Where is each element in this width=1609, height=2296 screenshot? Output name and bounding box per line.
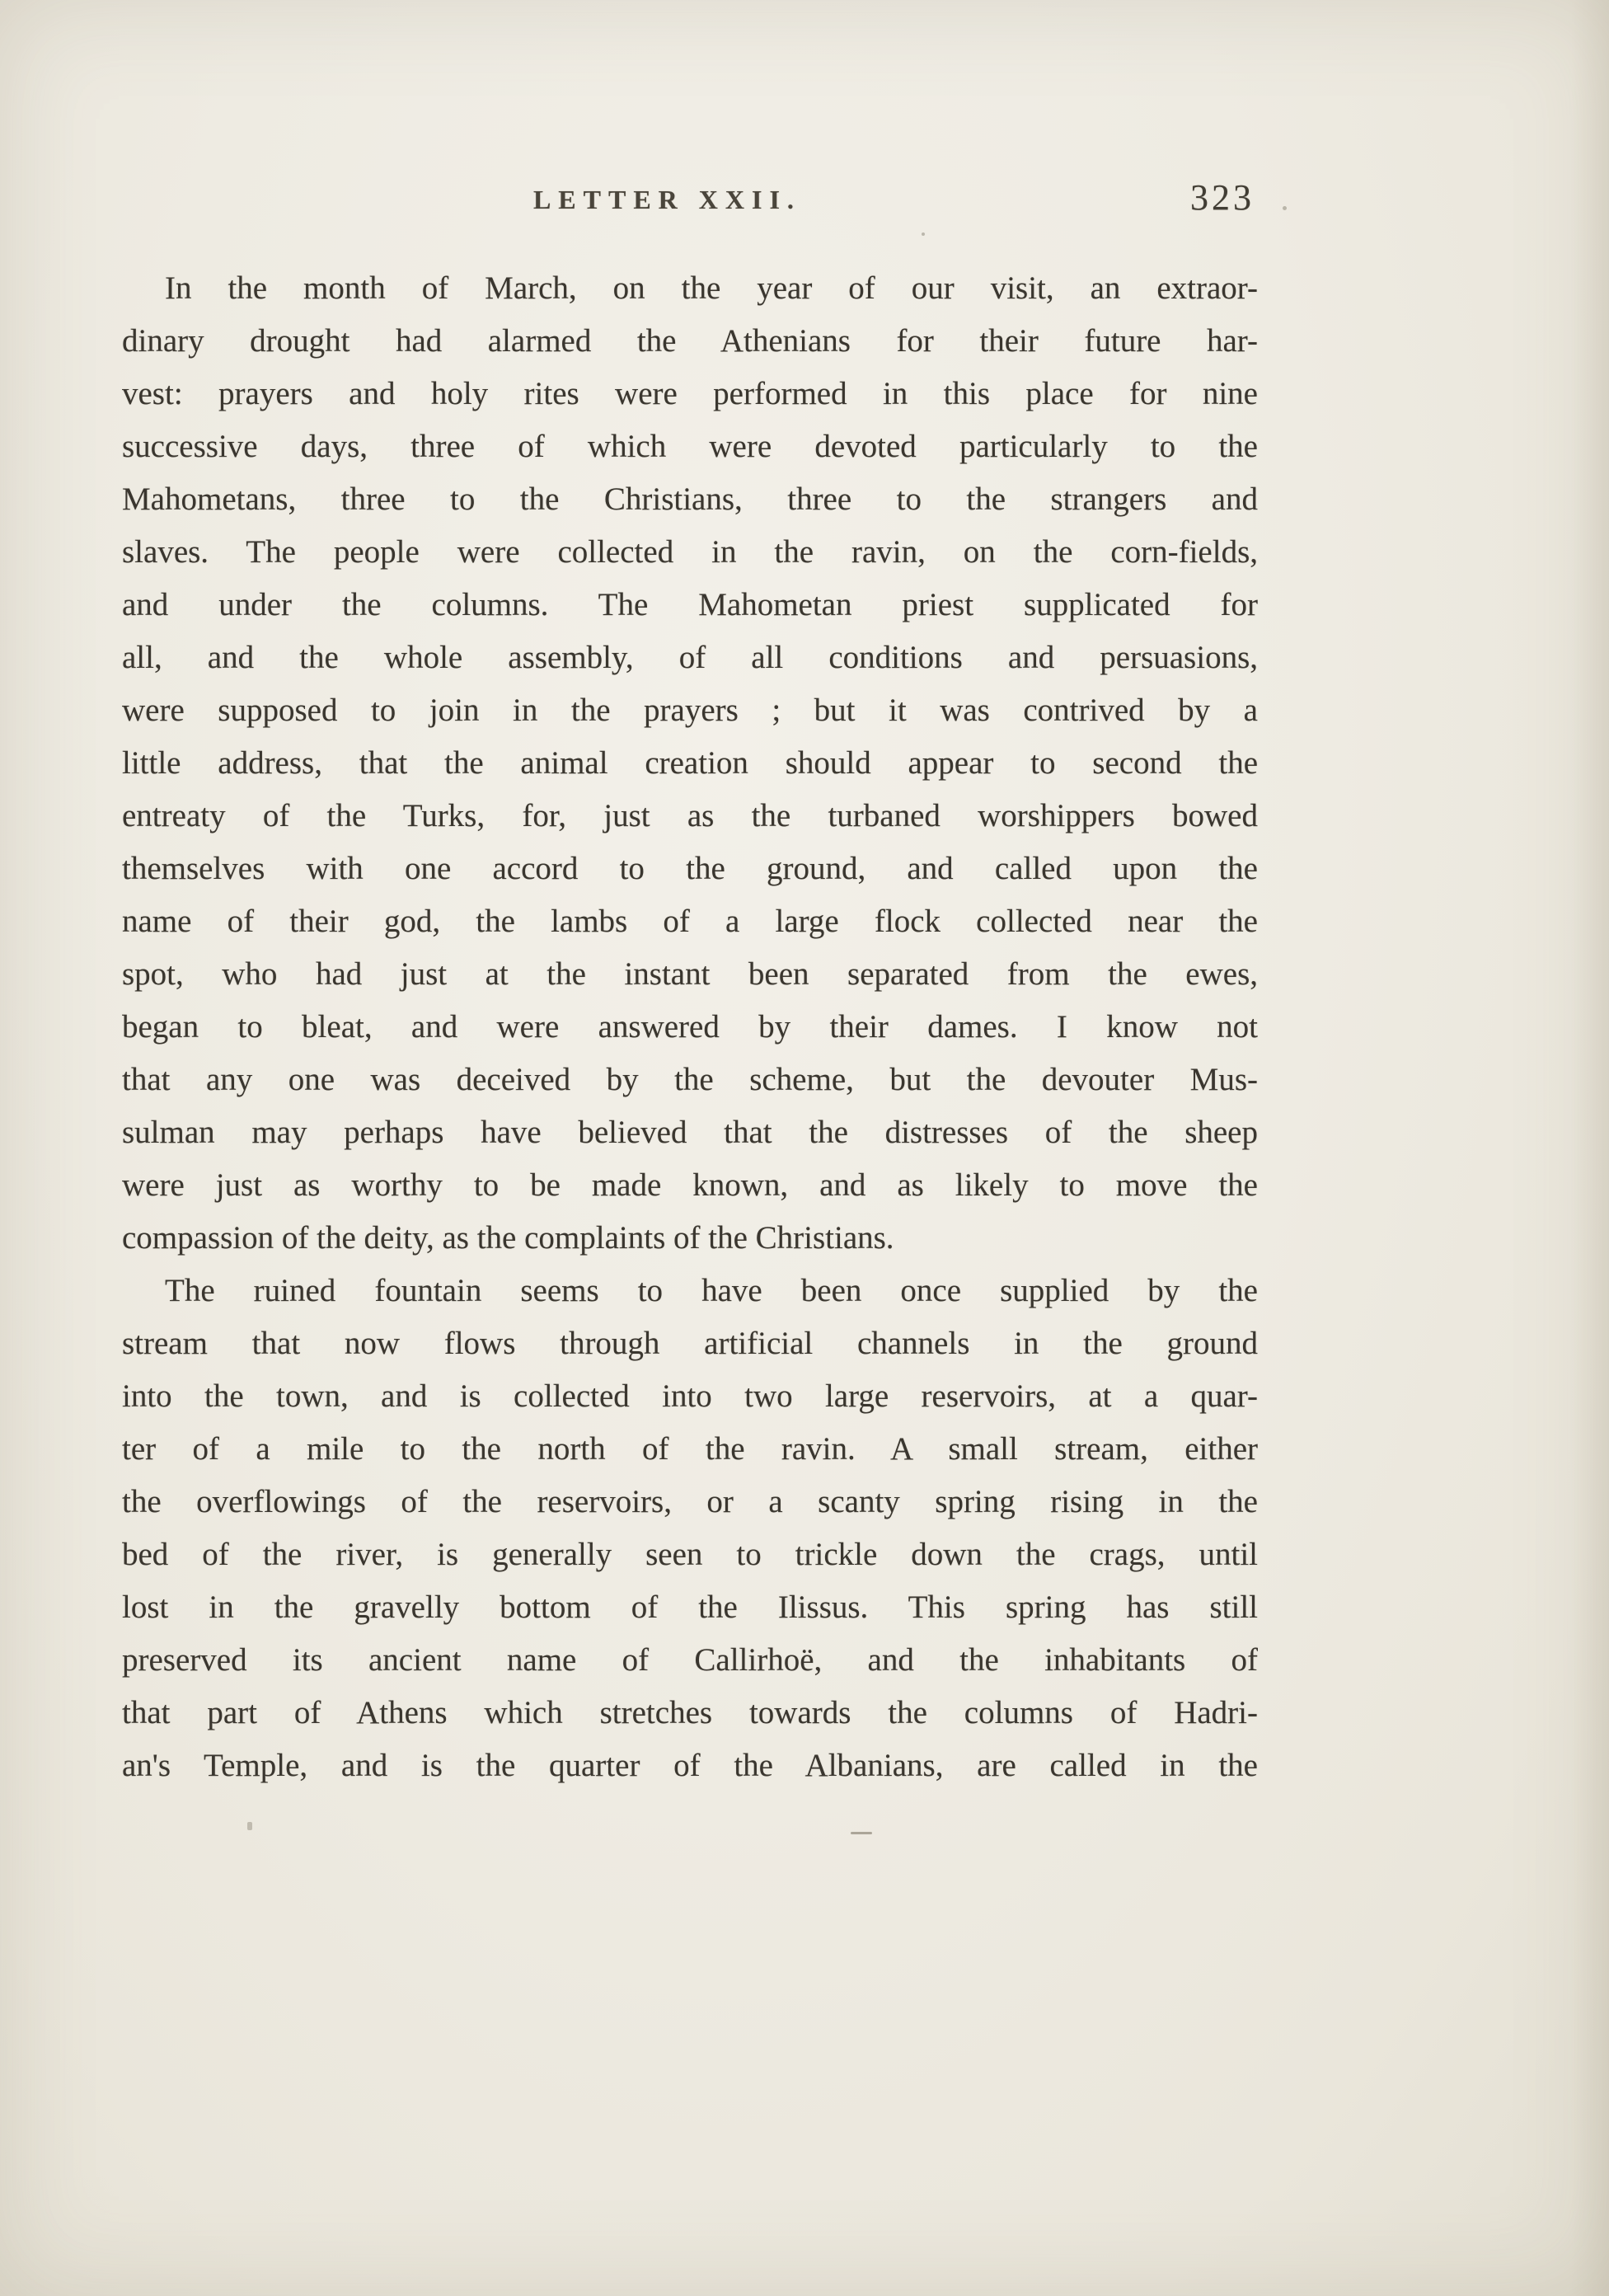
text-line: stream that now flows through artificial channels in the ground — [122, 1326, 1258, 1361]
text-line: dinary drought had alarmed the Athenians for their future har- — [122, 323, 1258, 359]
page-edge-shadow — [1571, 0, 1609, 2296]
text-line: compassion of the deity, as the complaints of the Christians. — [122, 1220, 894, 1256]
text-line: spot, who had just at the instant been separated from the ewes, — [122, 956, 1258, 992]
text-line: The ruined fountain seems to have been once supplied by the — [165, 1273, 1258, 1308]
text-line: sulman may perhaps have believed that the distresses of the sheep — [122, 1115, 1258, 1150]
text-line: an's Temple, and is the quarter of the Albanians, are called in the — [122, 1748, 1258, 1783]
text-line: little address, that the animal creation should appear to second the — [122, 745, 1258, 781]
text-line: ter of a mile to the north of the ravin. A small stream, either — [122, 1431, 1258, 1467]
text-line: successive days, three of which were devoted particularly to the — [122, 429, 1258, 464]
text-line: bed of the river, is generally seen to trickle down the crags, until — [122, 1537, 1258, 1572]
scan-speck — [922, 232, 925, 236]
text-line: the overflowings of the reservoirs, or a scanty spring rising in the — [122, 1484, 1258, 1519]
text-line: entreaty of the Turks, for, just as the turbaned worshippers bowed — [122, 798, 1258, 833]
text-line: preserved its ancient name of Callirhoë, and the inhabitants of — [122, 1642, 1258, 1678]
text-line: were supposed to join in the prayers ; but it was contrived by a — [122, 693, 1258, 728]
text-line: that part of Athens which stretches towards the columns of Hadri- — [122, 1695, 1258, 1730]
scan-speck — [1283, 206, 1287, 210]
running-head-title: LETTER XXII. — [532, 185, 801, 214]
page-content — [122, 177, 1258, 1792]
page-number: 323 — [1190, 177, 1255, 218]
text-line: In the month of March, on the year of our visit, an extraor- — [165, 270, 1258, 306]
scan-artifact-mark — [247, 1822, 252, 1830]
text-line: Mahometans, three to the Christians, three to the strangers and — [122, 481, 1258, 517]
text-line: vest: prayers and holy rites were performed in this place for nine — [122, 376, 1258, 411]
text-line: name of their god, the lambs of a large flock collected near the — [122, 904, 1258, 939]
text-line: themselves with one accord to the ground, and called upon the — [122, 851, 1258, 886]
scan-artifact-dash — [851, 1832, 872, 1834]
page-header — [122, 177, 1258, 223]
text-line: into the town, and is collected into two large reservoirs, at a quar- — [122, 1378, 1258, 1414]
text-line: were just as worthy to be made known, and as likely to move the — [122, 1167, 1258, 1203]
text-line: and under the columns. The Mahometan priest supplicated for — [122, 587, 1258, 622]
text-line: all, and the whole assembly, of all conditions and persuasions, — [122, 640, 1258, 675]
text-line: began to bleat, and were answered by their dames. I know not — [122, 1009, 1258, 1045]
text-line: that any one was deceived by the scheme, but the devouter Mus- — [122, 1062, 1258, 1097]
text-line: slaves. The people were collected in the ravin, on the corn-fields, — [122, 534, 1258, 570]
text-line: lost in the gravelly bottom of the Ilissus. This spring has still — [122, 1589, 1258, 1625]
page-body — [122, 262, 1258, 1792]
